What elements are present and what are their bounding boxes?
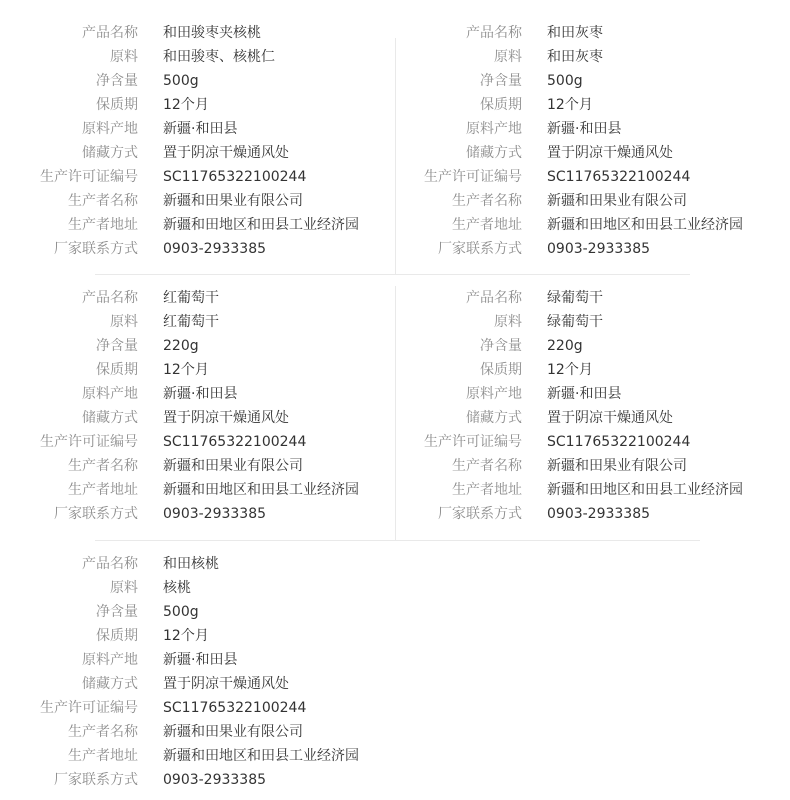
spec-value: SC11765322100244 [163, 700, 307, 716]
spec-row-producer [0, 720, 380, 744]
divider-horizontal-top [95, 274, 690, 275]
spec-row-shelf [384, 93, 764, 117]
spec-label: 原料产地 [466, 121, 522, 137]
spec-row-license [384, 165, 764, 189]
spec-label: 原料产地 [466, 386, 522, 402]
spec-value: 220g [163, 338, 199, 354]
spec-value: 220g [547, 338, 583, 354]
spec-row-material [384, 310, 764, 334]
spec-label: 保质期 [480, 362, 522, 378]
spec-value: 置于阴凉干燥通风处 [163, 410, 289, 426]
spec-row-material [0, 45, 380, 69]
spec-row-shelf [0, 624, 380, 648]
spec-label: 原料产地 [82, 652, 138, 668]
spec-value: 500g [163, 604, 199, 620]
spec-value: 0903-2933385 [547, 506, 651, 522]
spec-row-contact [384, 237, 764, 261]
spec-value: 绿葡萄干 [547, 290, 603, 306]
spec-value: 500g [547, 73, 583, 89]
product-spec-card [384, 21, 764, 261]
spec-value: 12个月 [163, 97, 209, 113]
spec-value: 新疆和田地区和田县工业经济园 [163, 748, 359, 764]
spec-value: 新疆和田果业有限公司 [163, 458, 303, 474]
spec-value: 新疆·和田县 [547, 121, 622, 137]
spec-label: 生产者名称 [452, 458, 522, 474]
spec-row-shelf [0, 358, 380, 382]
spec-value: 和田核桃 [163, 556, 219, 572]
product-spec-card [0, 552, 380, 792]
spec-value: 和田灰枣 [547, 25, 603, 41]
spec-label: 厂家联系方式 [54, 506, 138, 522]
spec-row-producer [384, 189, 764, 213]
spec-value: 0903-2933385 [163, 241, 267, 257]
spec-label: 产品名称 [82, 25, 138, 41]
spec-value: 0903-2933385 [163, 506, 267, 522]
spec-row-license [384, 430, 764, 454]
spec-row-license [0, 165, 380, 189]
spec-row-name [384, 286, 764, 310]
spec-label: 生产许可证编号 [40, 169, 138, 185]
spec-value: 置于阴凉干燥通风处 [547, 410, 673, 426]
spec-value: 0903-2933385 [547, 241, 651, 257]
spec-value: 12个月 [547, 97, 593, 113]
spec-row-material [384, 45, 764, 69]
spec-value: 0903-2933385 [163, 772, 267, 788]
spec-label: 储藏方式 [82, 145, 138, 161]
product-spec-card [0, 286, 380, 526]
spec-value: SC11765322100244 [163, 434, 307, 450]
spec-row-address [0, 744, 380, 768]
spec-label: 保质期 [96, 362, 138, 378]
spec-label: 厂家联系方式 [438, 506, 522, 522]
spec-value: 置于阴凉干燥通风处 [163, 676, 289, 692]
spec-row-producer [0, 189, 380, 213]
product-spec-card [0, 21, 380, 261]
spec-label: 保质期 [480, 97, 522, 113]
spec-value: 置于阴凉干燥通风处 [163, 145, 289, 161]
spec-row-name [0, 552, 380, 576]
spec-row-license [0, 430, 380, 454]
spec-label: 产品名称 [82, 556, 138, 572]
spec-label: 产品名称 [82, 290, 138, 306]
spec-label: 原料 [494, 314, 522, 330]
spec-value: 新疆和田地区和田县工业经济园 [163, 217, 359, 233]
spec-label: 原料 [110, 314, 138, 330]
spec-label: 生产者名称 [68, 724, 138, 740]
spec-label: 净含量 [96, 73, 138, 89]
spec-label: 净含量 [96, 604, 138, 620]
spec-value: 新疆和田地区和田县工业经济园 [163, 482, 359, 498]
spec-row-storage [0, 141, 380, 165]
spec-value: 新疆和田地区和田县工业经济园 [547, 482, 743, 498]
spec-label: 保质期 [96, 628, 138, 644]
spec-row-address [384, 213, 764, 237]
spec-label: 厂家联系方式 [54, 772, 138, 788]
spec-value: 红葡萄干 [163, 314, 219, 330]
spec-row-storage [0, 672, 380, 696]
spec-row-material [0, 310, 380, 334]
spec-value: 置于阴凉干燥通风处 [547, 145, 673, 161]
spec-row-license [0, 696, 380, 720]
spec-label: 生产者名称 [68, 193, 138, 209]
spec-value: 和田骏枣夹核桃 [163, 25, 261, 41]
spec-row-contact [0, 237, 380, 261]
spec-row-origin [384, 382, 764, 406]
spec-label: 生产者地址 [68, 748, 138, 764]
spec-value: 新疆和田地区和田县工业经济园 [547, 217, 743, 233]
spec-value: 12个月 [163, 362, 209, 378]
spec-row-producer [0, 454, 380, 478]
spec-value: 新疆和田果业有限公司 [163, 724, 303, 740]
spec-label: 生产许可证编号 [424, 434, 522, 450]
spec-row-address [0, 478, 380, 502]
spec-value: 红葡萄干 [163, 290, 219, 306]
spec-label: 储藏方式 [466, 145, 522, 161]
spec-row-material [0, 576, 380, 600]
spec-label: 原料产地 [82, 121, 138, 137]
spec-value: 12个月 [547, 362, 593, 378]
spec-label: 产品名称 [466, 290, 522, 306]
spec-row-net [384, 69, 764, 93]
spec-row-shelf [0, 93, 380, 117]
spec-row-net [0, 600, 380, 624]
spec-label: 原料 [494, 49, 522, 65]
spec-row-name [384, 21, 764, 45]
spec-value: 新疆·和田县 [163, 652, 238, 668]
spec-label: 原料 [110, 49, 138, 65]
spec-value: 和田灰枣 [547, 49, 603, 65]
spec-label: 生产者地址 [452, 217, 522, 233]
spec-row-address [0, 213, 380, 237]
spec-label: 净含量 [480, 73, 522, 89]
spec-value: 核桃 [163, 580, 191, 596]
spec-label: 生产许可证编号 [424, 169, 522, 185]
spec-row-origin [0, 382, 380, 406]
spec-value: 新疆·和田县 [163, 386, 238, 402]
spec-label: 净含量 [96, 338, 138, 354]
spec-row-contact [0, 768, 380, 792]
spec-label: 厂家联系方式 [54, 241, 138, 257]
spec-label: 生产许可证编号 [40, 434, 138, 450]
spec-label: 原料 [110, 580, 138, 596]
spec-value: 12个月 [163, 628, 209, 644]
spec-value: 新疆·和田县 [547, 386, 622, 402]
spec-row-net [0, 334, 380, 358]
spec-row-name [0, 21, 380, 45]
spec-row-origin [0, 648, 380, 672]
spec-label: 生产者地址 [68, 482, 138, 498]
spec-value: SC11765322100244 [163, 169, 307, 185]
spec-value: 新疆和田果业有限公司 [547, 458, 687, 474]
spec-row-shelf [384, 358, 764, 382]
spec-value: 和田骏枣、核桃仁 [163, 49, 275, 65]
spec-value: SC11765322100244 [547, 169, 691, 185]
spec-value: 新疆和田果业有限公司 [547, 193, 687, 209]
spec-label: 储藏方式 [466, 410, 522, 426]
spec-row-producer [384, 454, 764, 478]
product-spec-card [384, 286, 764, 526]
spec-label: 生产者名称 [68, 458, 138, 474]
spec-row-origin [384, 117, 764, 141]
spec-label: 生产者名称 [452, 193, 522, 209]
spec-label: 生产许可证编号 [40, 700, 138, 716]
spec-label: 储藏方式 [82, 676, 138, 692]
spec-row-storage [0, 406, 380, 430]
spec-row-contact [0, 502, 380, 526]
spec-label: 厂家联系方式 [438, 241, 522, 257]
spec-value: 绿葡萄干 [547, 314, 603, 330]
spec-label: 净含量 [480, 338, 522, 354]
spec-row-address [384, 478, 764, 502]
spec-label: 原料产地 [82, 386, 138, 402]
spec-row-origin [0, 117, 380, 141]
divider-horizontal-bottom [95, 540, 700, 541]
spec-label: 生产者地址 [68, 217, 138, 233]
spec-label: 生产者地址 [452, 482, 522, 498]
spec-value: 新疆·和田县 [163, 121, 238, 137]
spec-value: 500g [163, 73, 199, 89]
spec-value: SC11765322100244 [547, 434, 691, 450]
spec-value: 新疆和田果业有限公司 [163, 193, 303, 209]
spec-row-net [384, 334, 764, 358]
spec-label: 储藏方式 [82, 410, 138, 426]
spec-label: 产品名称 [466, 25, 522, 41]
spec-row-contact [384, 502, 764, 526]
spec-row-storage [384, 141, 764, 165]
spec-row-net [0, 69, 380, 93]
spec-row-storage [384, 406, 764, 430]
spec-label: 保质期 [96, 97, 138, 113]
spec-row-name [0, 286, 380, 310]
